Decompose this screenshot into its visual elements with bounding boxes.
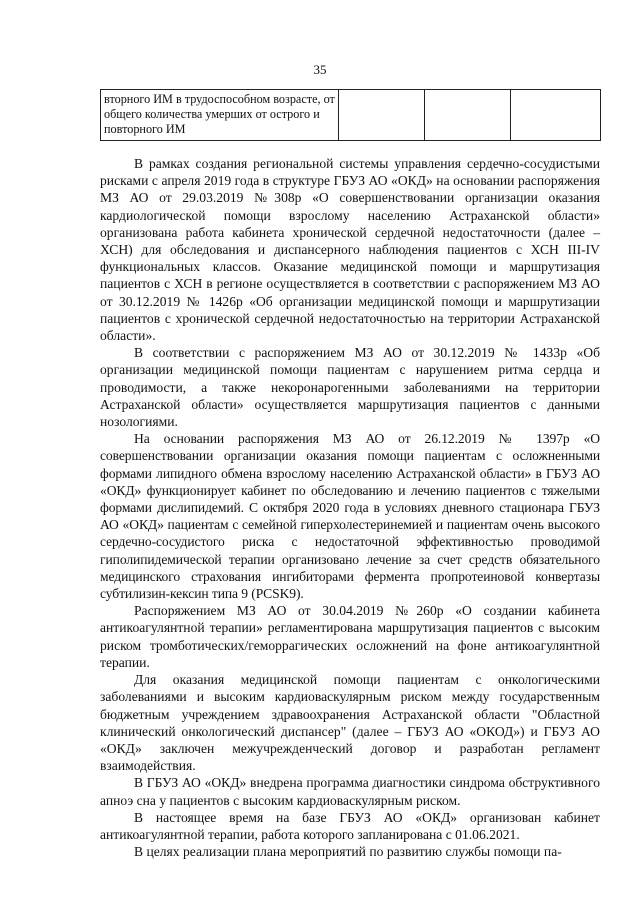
table-cell-empty bbox=[339, 90, 425, 141]
paragraph-plan: В целях реализации плана мероприятий по развитию службы помощи па- bbox=[134, 844, 562, 860]
table-cell-indicator: вторного ИМ в трудоспособном возрасте, от общего количества умерших от острого и повторного ИМ bbox=[101, 90, 339, 141]
paragraph-sleep-apnea: В ГБУЗ АО «ОКД» внедрена программа диагностики синдрома обструктивного апноэ сна у пациентов с высоким кардиоваскулярным риском. bbox=[100, 775, 600, 808]
paragraph-anticoagulant-cabinet: В настоящее время на базе ГБУЗ АО «ОКД» организован кабинет антикоагулянтной терапии, работа которого запланирована с 01.06.2021. bbox=[100, 809, 600, 842]
paragraph-arrhythmia: В соответствии с распоряжением МЗ АО от 30.12.2019 № 1433р «Об организации медицинской помощи пациентам с нарушением ритма сердца и проводимости, а также некоронарогенными заболеваниями на территории Астраханской области» осуществляется маршрутизация пациентов с данными нозологиями. bbox=[100, 345, 600, 430]
paragraph-oncology: Для оказания медицинской помощи пациентам с онкологическими заболеваниями и высоким кардиоваскулярным риском между государственным бюджетным учреждением здравоохранения Астраханской области "Областной клинический онкологический диспансер" (далее – ГБУЗ АО «ОКОД») и ГБУЗ АО «ОКД» заключен межучрежденческий договор и разработан регламент взаимодействия. bbox=[100, 672, 600, 774]
document-body bbox=[100, 155, 600, 860]
paragraph-hsn-cabinet: В рамках создания региональной системы управления сердечно-сосудистыми рисками с апреля 2019 года в структуре ГБУЗ АО «ОКД» на основании распоряжения МЗ АО от 29.03.2019 №308р «О совершенствовании организации оказания кардиологической помощи взрослому населению Астраханской области» организована работа кабинета хронической сердечной недостаточности (далее – ХСН) для обследования и диспансерного наблюдения пациентов с ХСН III-IV функциональных классов. Оказание медицинской помощи и маршрутизация пациентов с ХСН в регионе осуществляется в соответствии с распоряжением МЗ АО от 30.12.2019 № 1426р «Об организации медицинской помощи и маршрутизации пациентов с хронической сердечной недостаточностью на территории Астраханской области». bbox=[100, 156, 600, 344]
table-cell-empty bbox=[425, 90, 511, 141]
table-cell-empty bbox=[511, 90, 601, 141]
table-fragment bbox=[100, 89, 601, 141]
table-row bbox=[101, 90, 601, 141]
paragraph-anticoagulant-order: Распоряжением МЗ АО от 30.04.2019 №260р «О создании кабинета антикоагулянтной терапии» регламентирована маршрутизация пациентов с высоким риском тромботических/геморрагических осложнений на фоне антикоагулянтной терапии. bbox=[100, 603, 600, 670]
page-number: 35 bbox=[313, 62, 327, 77]
paragraph-dyslipidemia: На основании распоряжения МЗ АО от 26.12.2019 № 1397р «О совершенствовании организации оказания помощи пациентам с осложненными формами липидного обмена взрослому населению Астраханской области» в ГБУЗ АО «ОКД» функционирует кабинет по обследованию и лечению пациентов с тяжелыми формами дислипидемий. С октября 2020 года в условиях дневного стационара ГБУЗ АО «ОКД» пациентам с семейной гиперхолестеринемией и пациентам очень высокого сердечно-сосудистого риска с недостаточной эффективностью проводимой гиполипидемической терапии организовано лечение за счет средств обязательного медицинского страхования ингибиторами фермента пропротеиновой конвертазы субтилизин-кексин типа 9 (PCSK9). bbox=[100, 431, 600, 602]
